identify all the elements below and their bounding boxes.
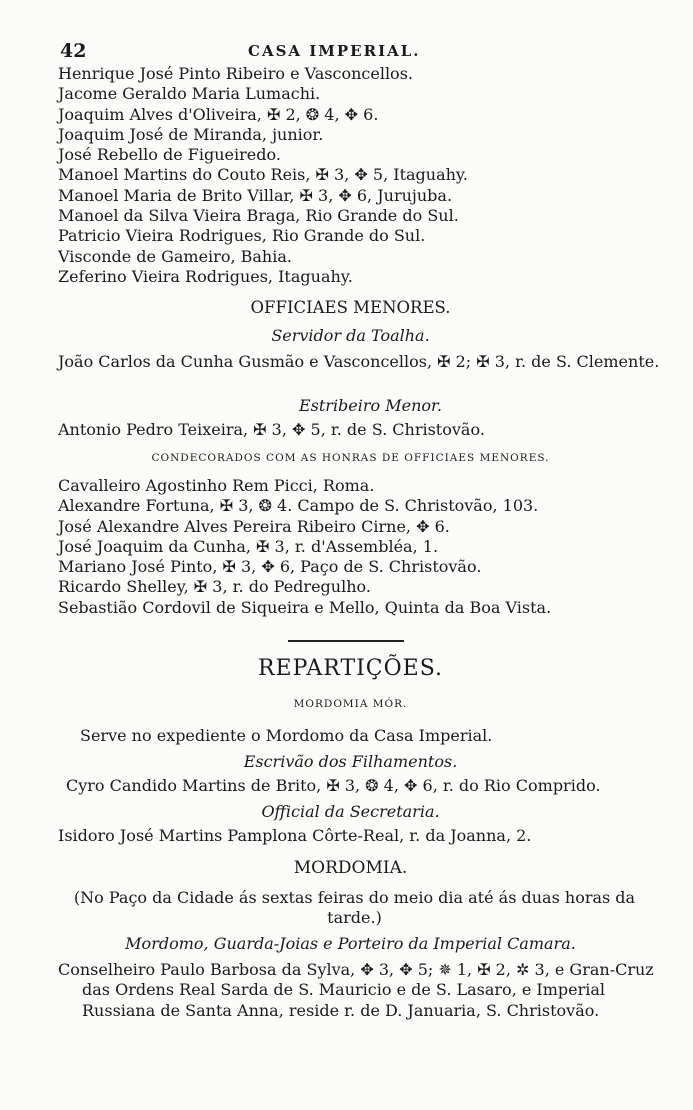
subheading-official: Official da Secretaria. [261,802,440,821]
entry-servidor: João Carlos da Cunha Gusmão e Vasconcellos, ✠ 2; ✠ 3, r. de S. Clemente. [58,352,660,371]
list-item: José Alexandre Alves Pereira Ribeiro Cirne, ✥ 6. [58,516,450,536]
mordomia-mor-heading: MORDOMIA MÓR. [293,698,408,710]
running-title: CASA IMPERIAL. [248,42,421,60]
running-header [60,40,640,62]
hours-note: (No Paço da Cidade ás sextas feiras do meio dia até ás duas horas da tarde.) [73,888,636,928]
names-list-1 [58,64,643,287]
subheading-escrivao: Escrivão dos Filhamentos. [243,752,458,771]
entry-mordomo: Conselheiro Paulo Barbosa da Sylva, ✥ 3, ✥ 5; ✵ 1, ✠ 2, ✲ 3, e Gran-Cruz das Ordens Real Sarda de S. Mauricio e de S. Lasaro, e Imperial Russiana de Santa Anna, reside r. de D. Januaria, S. Christovão. [58,960,654,1020]
condecorados-heading: CONDECORADOS COM AS HONRAS DE OFFICIAES MENORES. [151,452,550,464]
list-item: Ricardo Shelley, ✠ 3, r. do Pedregulho. [58,577,371,597]
serve-line: Serve no expediente o Mordomo da Casa Imperial. [80,726,493,745]
entry-estribeiro: Antonio Pedro Teixeira, ✠ 3, ✥ 5, r. de S. Christovão. [58,420,485,439]
entry-escrivao: Cyro Candido Martins de Brito, ✠ 3, ❂ 4, ✥ 6, r. do Rio Comprido. [66,776,601,795]
section-divider [288,640,404,642]
list-item: José Joaquim da Cunha, ✠ 3, r. d'Assembléa, 1. [58,536,439,556]
section-heading-reparticoes: REPARTIÇÕES. [257,656,444,681]
section-heading-mordomia: MORDOMIA. [293,858,408,878]
section-heading-officiaes: OFFICIAES MENORES. [250,298,451,317]
list-item: Manoel Martins do Couto Reis, ✠ 3, ✥ 5, Itaguahy. [58,165,468,185]
list-item: Manoel da Silva Vieira Braga, Rio Grande do Sul. [58,206,459,226]
list-item: Mariano José Pinto, ✠ 3, ✥ 6, Paço de S. Christovão. [58,557,482,577]
list-item: Joaquim Alves d'Oliveira, ✠ 2, ❂ 4, ✥ 6. [58,104,379,124]
names-list-2 [58,476,643,618]
list-item: Jacome Geraldo Maria Lumachi. [58,84,321,104]
list-item: Visconde de Gameiro, Bahia. [58,246,292,266]
list-item: José Rebello de Figueiredo. [58,145,281,165]
subheading-servidor: Servidor da Toalha. [271,326,430,345]
list-item: Manoel Maria de Brito Villar, ✠ 3, ✥ 6, Jurujuba. [58,185,453,205]
entry-official: Isidoro José Martins Pamplona Côrte-Real, r. da Joanna, 2. [58,826,532,845]
list-item: Zeferino Vieira Rodrigues, Itaguahy. [58,266,353,286]
list-item: Sebastião Cordovil de Siqueira e Mello, Quinta da Boa Vista. [58,597,552,617]
subheading-estribeiro: Estribeiro Menor. [298,396,443,415]
list-item: Alexandre Fortuna, ✠ 3, ❂ 4. Campo de S. Christovão, 103. [58,496,539,516]
subheading-mordomo: Mordomo, Guarda-Joias e Porteiro da Imperial Camara. [125,934,576,953]
page-number: 42 [60,40,87,62]
list-item: Cavalleiro Agostinho Rem Picci, Roma. [58,476,375,495]
list-item: Joaquim José de Miranda, junior. [58,124,324,144]
list-item: Patricio Vieira Rodrigues, Rio Grande do Sul. [58,226,426,246]
list-item: Henrique José Pinto Ribeiro e Vasconcellos. [58,64,413,83]
